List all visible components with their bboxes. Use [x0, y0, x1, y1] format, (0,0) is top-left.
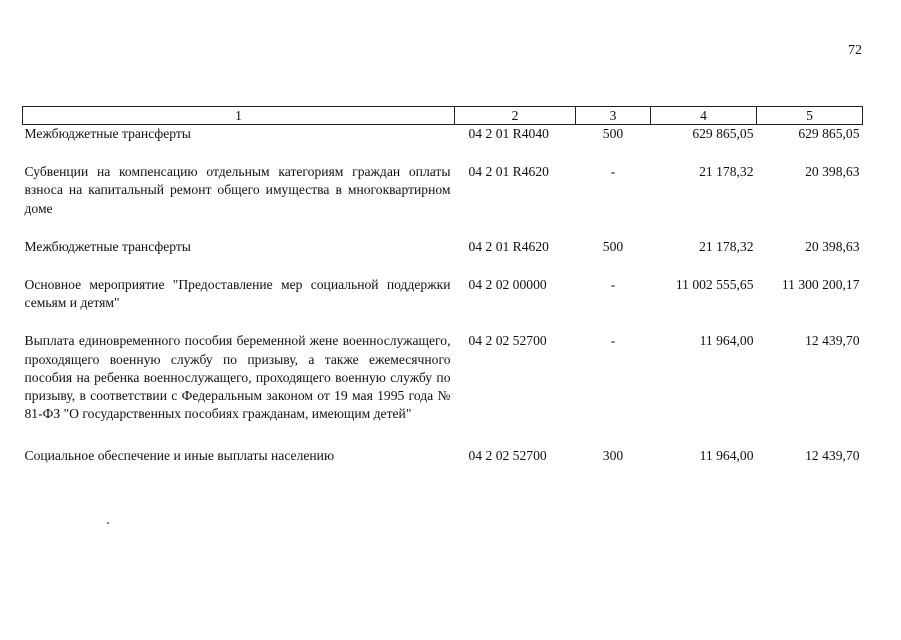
row-code: 04 2 02 52700 — [468, 333, 547, 349]
row-spacer — [23, 256, 863, 276]
row-type: 500 — [602, 238, 624, 254]
table-row — [23, 125, 863, 144]
row-code: 04 2 01 R4620 — [468, 164, 549, 180]
header-col-2: 2 — [455, 107, 576, 125]
row-value-a: 11 964,00 — [699, 333, 754, 349]
row-value-a: 11 002 555,65 — [675, 277, 754, 293]
header-row — [23, 107, 863, 125]
row-type: - — [610, 164, 616, 180]
row-spacer — [23, 423, 863, 447]
table-row — [23, 276, 863, 312]
row-value-a: 21 178,32 — [699, 164, 754, 180]
page-number: 72 — [848, 43, 862, 58]
table-row — [23, 238, 863, 256]
table-row — [23, 332, 863, 423]
row-value-a: 11 964,00 — [699, 448, 754, 464]
row-name: Субвенции на компенсацию отдельным категориям граждан оплаты взноса на капитальный ремонт общего имущества в многоквартирном доме — [24, 164, 451, 216]
row-type: 300 — [602, 448, 624, 464]
row-type: - — [610, 277, 616, 293]
row-value-b: 20 398,63 — [805, 238, 860, 254]
row-value-b: 12 439,70 — [805, 333, 860, 349]
row-name: Выплата единовременного пособия беременной жене военнослужащего, проходящего военную службу по призыву, а также ежемесячного пособия на ребенка военнослужащего, проходящего военную службу по призыву, в соответствии с Федеральным законом от 19 мая 1995 года № 81-ФЗ "О государственных пособиях гражданам, имеющим детей" — [24, 333, 451, 422]
scan-artifact-dot — [107, 522, 109, 524]
row-value-b: 629 865,05 — [798, 126, 860, 141]
row-code: 04 2 01 R4620 — [468, 238, 549, 254]
row-type: - — [610, 333, 616, 349]
header-col-1: 1 — [23, 107, 455, 125]
row-name: Межбюджетные трансферты — [24, 238, 191, 254]
row-code: 04 2 01 R4040 — [468, 126, 549, 141]
row-value-b: 12 439,70 — [805, 448, 860, 464]
row-value-a: 629 865,05 — [692, 126, 754, 141]
header-col-4: 4 — [651, 107, 757, 125]
row-type: 500 — [602, 126, 624, 141]
table-row — [23, 447, 863, 465]
table-body — [23, 125, 863, 466]
row-name: Основное мероприятие "Предоставление мер социальной поддержки семьям и детям" — [24, 277, 451, 311]
header-col-5: 5 — [757, 107, 863, 125]
row-spacer — [23, 143, 863, 163]
row-name: Межбюджетные трансферты — [24, 126, 191, 141]
row-name: Социальное обеспечение и иные выплаты населению — [24, 448, 335, 464]
row-value-b: 11 300 200,17 — [781, 277, 860, 293]
row-spacer — [23, 312, 863, 332]
row-spacer — [23, 218, 863, 238]
row-code: 04 2 02 00000 — [468, 277, 547, 293]
row-code: 04 2 02 52700 — [468, 448, 547, 464]
header-col-3: 3 — [576, 107, 651, 125]
table-header — [23, 107, 863, 125]
row-value-b: 20 398,63 — [805, 164, 860, 180]
table-row — [23, 163, 863, 218]
row-value-a: 21 178,32 — [699, 238, 754, 254]
budget-table — [22, 106, 863, 466]
